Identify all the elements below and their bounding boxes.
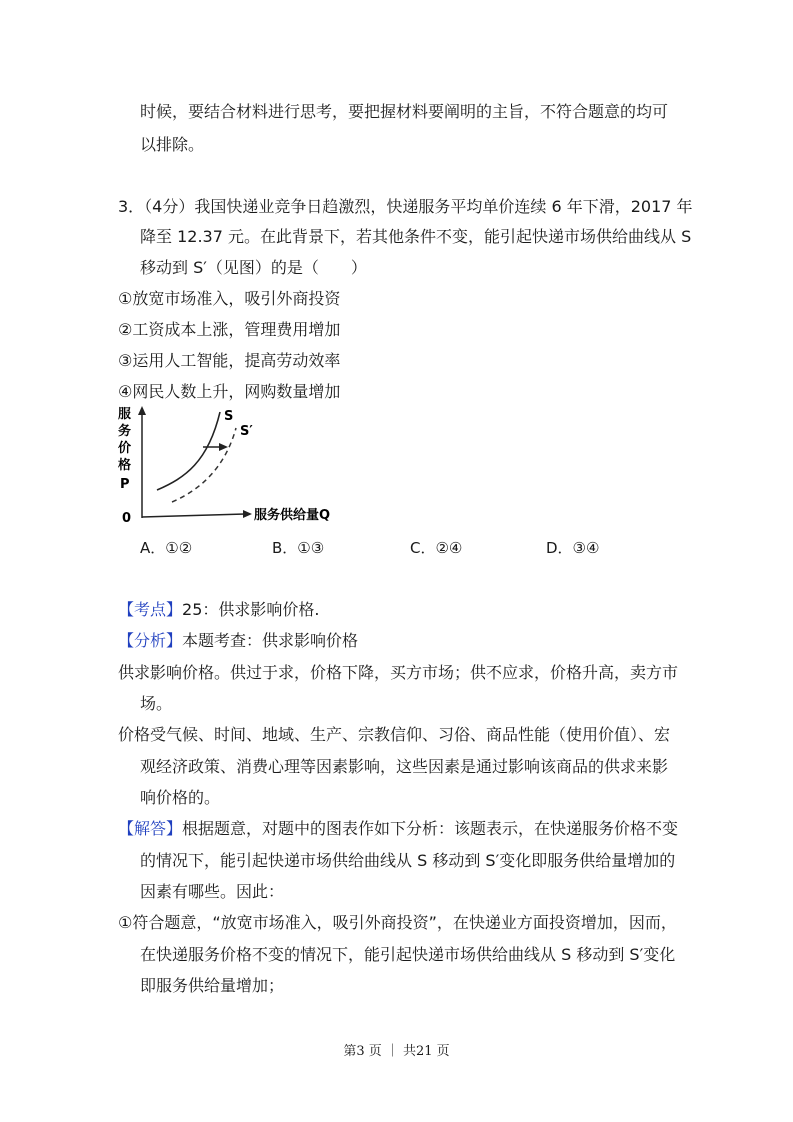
- y-axis-arrow-icon: [138, 406, 146, 415]
- jieda-line: 因素有哪些。因此：: [140, 882, 285, 901]
- intro-line: 时候，要结合材料进行思考，要把握材料要阐明的主旨，不符合题意的均可: [140, 102, 669, 121]
- statement: ③运用人工智能，提高劳动效率: [118, 351, 341, 370]
- analysis-line: 场。: [140, 694, 173, 713]
- curve-s-label: S: [224, 409, 234, 424]
- option-a[interactable]: A．①②: [140, 539, 193, 557]
- origin-label: 0: [122, 511, 132, 526]
- fenxi-tag: 【分析】: [118, 631, 183, 650]
- jieda-line: 的情况下，能引起快递市场供给曲线从 S 移动到 S′变化即服务供给量增加的: [140, 851, 676, 870]
- statement: ④网民人数上升，网购数量增加: [118, 382, 341, 401]
- curve-s-prime-label: S′: [240, 424, 253, 439]
- supply-curve-graph: [110, 400, 360, 530]
- analysis-line: 供求影响价格。供过于求，价格下降，买方市场；供不应求，价格升高，卖方市: [118, 663, 679, 682]
- option-b[interactable]: B．①③: [272, 539, 325, 557]
- kaodian: [118, 600, 319, 620]
- y-label-char: P: [120, 477, 130, 492]
- y-label-char: 务: [118, 424, 132, 439]
- statement: ②工资成本上涨，管理费用增加: [118, 320, 341, 339]
- y-label-char: 格: [118, 458, 132, 473]
- x-axis: [142, 514, 245, 517]
- option-c[interactable]: C．②④: [410, 539, 463, 557]
- statement: ①放宽市场准入，吸引外商投资: [118, 289, 341, 308]
- answer-line: ①符合题意，“放宽市场准入，吸引外商投资”，在快递业方面投资增加，因而，: [118, 913, 677, 932]
- kaodian-text: 25：供求影响价格.: [182, 600, 320, 619]
- jieda-tag: 【解答】: [118, 819, 183, 838]
- jieda-text: 根据题意，对题中的图表作如下分析：该题表示，在快递服务价格不变: [182, 819, 679, 838]
- analysis-line: 响价格的。: [140, 788, 221, 807]
- answer-line: 即服务供给量增加；: [140, 976, 285, 995]
- fenxi-text: 本题考查：供求影响价格: [182, 631, 359, 650]
- x-axis-arrow-icon: [243, 510, 252, 518]
- curve-s-prime: [172, 428, 236, 502]
- intro-line: 以排除。: [140, 135, 205, 154]
- kaodian-tag: 【考点】: [118, 600, 183, 619]
- jieda: [118, 819, 678, 839]
- y-label-char: 价: [118, 441, 132, 456]
- x-axis-label: 服务供给量Q: [254, 508, 331, 523]
- y-label-char: 服: [118, 407, 132, 422]
- question-line: 3．（4分）我国快递业竞争日趋激烈，快递服务平均单价连续 6 年下滑，2017 年: [118, 197, 693, 216]
- page-footer: 第3 页 ｜ 共21 页: [343, 1044, 450, 1059]
- option-d[interactable]: D．③④: [546, 539, 600, 557]
- answer-line: 在快递服务价格不变的情况下，能引起快递市场供给曲线从 S 移动到 S′变化: [140, 945, 676, 964]
- analysis-line: 价格受气候、时间、地域、生产、宗教信仰、习俗、商品性能（使用价值）、宏: [118, 725, 671, 744]
- curve-s: [157, 412, 220, 490]
- shift-arrow-icon: [219, 443, 228, 451]
- fenxi: [118, 631, 358, 651]
- question-line: 降至 12.37 元。在此背景下，若其他条件不变，能引起快递市场供给曲线从 S: [140, 227, 692, 246]
- question-line: 移动到 S′（见图）的是（ ）: [140, 258, 367, 277]
- analysis-line: 观经济政策、消费心理等因素影响，这些因素是通过影响该商品的供求来影: [140, 757, 669, 776]
